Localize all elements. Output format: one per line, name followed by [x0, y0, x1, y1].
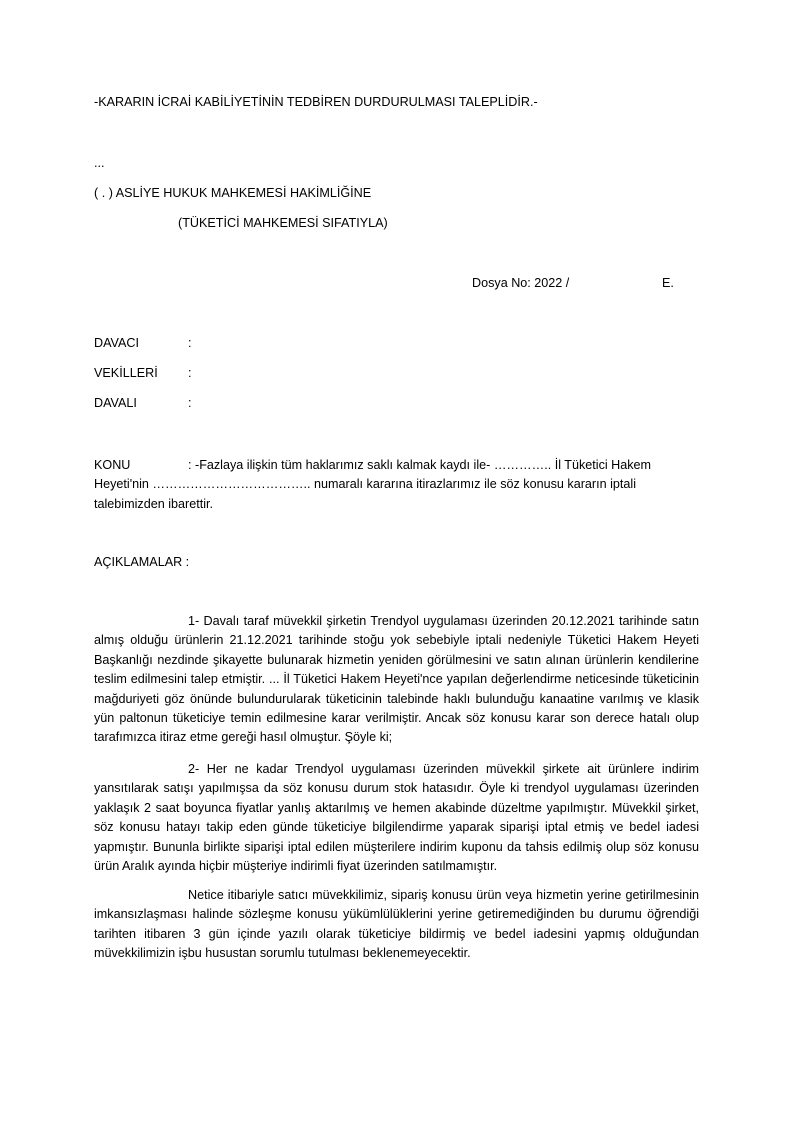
- subject-label: KONU: [94, 458, 131, 472]
- paragraph-3: Netice itibariyle satıcı müvekkilimiz, sipariş konusu ürün veya hizmetin yerine getirilmesinin imkansızlaşması halinde sözleşme konusu yükümlülüklerini yerine getiremediğinden bu durumu öğrendiği tarihten itibaren 3 gün içinde yazılı olarak tüketiciye bildirmiş ve bedel iadesini yapmış olduğundan müvekkilimizin işbu husustan sorumlu tutulması beklenemeyecektir.: [94, 888, 699, 961]
- court-capacity: (TÜKETİCİ MAHKEMESİ SIFATIYLA): [178, 216, 388, 230]
- party-row: [0, 336, 794, 356]
- paragraph-1: 1- Davalı taraf müvekkil şirketin Trendyol uygulaması üzerinden 20.12.2021 tarihinde satın almış olduğu ürünlerin 21.12.2021 tarihinde stoğu yok sebebiyle iptali nedeniyle Tüketici Hakem Heyeti Başkanlığı nezdinde şikayette bulunarak hizmetin yeniden görülmesini ve satın alınan ürünlerin kendilerine teslim edilmesini talep etmiştir. ... İl Tüketici Hakem Heyeti'nce yapılan değerlendirme neticesinde tüketicinin mağduriyeti göz önünde bulundurularak tüketicinin talebinde haklı bulunduğu kanaatine varılmış ve klasik yün paltonun tüketiciye temin edilmesine karar verilmiştir. Ancak söz konusu karar son derece hatalı olup tarafımızca itiraz etme gereği hasıl olmuştur. Şöyle ki;: [94, 614, 699, 745]
- court-name: ( . ) ASLİYE HUKUK MAHKEMESİ HAKİMLİĞİNE: [94, 186, 372, 200]
- party-colon: :: [188, 396, 192, 410]
- ellipsis-line: ...: [94, 156, 105, 170]
- party-label-defendant: DAVALI: [94, 396, 137, 410]
- subject-text: : -Fazlaya ilişkin tüm haklarımız saklı kalmak kaydı ile- ………….. İl Tüketici Hakem Heyeti'nin ……………………………….. numaralı kararına itirazlarımız ile söz konusu kararın iptali talebimizden ibarettir.: [94, 458, 652, 511]
- party-row: [0, 366, 794, 386]
- subject-block: [94, 456, 699, 514]
- file-number-label: Dosya No: 2022 /: [472, 276, 570, 290]
- paragraph-2: 2- Her ne kadar Trendyol uygulaması üzerinden müvekkil şirkete ait ürünlere indirim yansıtılarak satışı yapılmışsa da söz konusu durum stok hatasıdır. Öyle ki trendyol uygulaması üzerinden yaklaşık 2 saat boyunca fiyatlar yanlış aktarılmış ve hemen akabinde düzeltme yapılmıştır. Müvekkil şirket, söz konusu hatayı takip eden günde tüketiciye bilgilendirme yaparak siparişi iptal etmiş ve bedel iadesi yapmıştır. Bununla birlikte siparişi iptal edilen müşterilere indirim kuponu da tahsis edilmiş olup söz konusu ürün Aralık ayında hiçbir müşteriye indirimli fiyat üzerinden satılmamıştır.: [94, 762, 699, 874]
- party-label-attorneys: VEKİLLERİ: [94, 366, 158, 380]
- party-colon: :: [188, 366, 192, 380]
- party-colon: :: [188, 336, 192, 350]
- request-line: -KARARIN İCRAİ KABİLİYETİNİN TEDBİREN DURDURULMASI TALEPLİDİR.-: [94, 95, 538, 109]
- party-label-plaintiff: DAVACI: [94, 336, 140, 350]
- explanations-heading: AÇIKLAMALAR :: [94, 555, 190, 569]
- party-row: [0, 396, 794, 416]
- file-number-suffix: E.: [662, 276, 674, 290]
